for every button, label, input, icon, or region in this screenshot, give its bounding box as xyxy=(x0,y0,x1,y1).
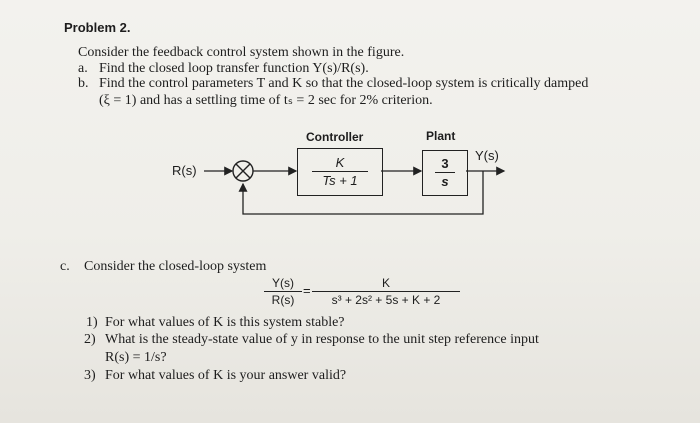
controller-denominator: Ts + 1 xyxy=(322,173,358,188)
tf-lhs-denominator: R(s) xyxy=(271,293,295,307)
question-2-label: 2) xyxy=(84,332,96,347)
part-a-label: a. xyxy=(78,61,88,76)
part-c-label: c. xyxy=(60,259,70,274)
controller-label: Controller xyxy=(306,130,364,144)
question-3-text: For what values of K is your answer valid? xyxy=(105,368,347,383)
tf-lhs xyxy=(264,276,302,307)
controller-block xyxy=(297,148,383,196)
part-a-text: Find the closed loop transfer function Y(s)/R(s). xyxy=(99,61,369,76)
summing-junction xyxy=(233,161,253,181)
problem-intro: Consider the feedback control system shown in the figure. xyxy=(78,45,405,60)
tf-lhs-numerator: Y(s) xyxy=(272,276,294,290)
tf-rhs-numerator: K xyxy=(381,276,390,290)
plant-denominator: s xyxy=(441,174,449,189)
plant-block xyxy=(422,150,468,196)
plant-numerator: 3 xyxy=(441,156,449,171)
tf-rhs xyxy=(312,276,460,307)
controller-numerator: K xyxy=(335,155,345,170)
tf-equals: = xyxy=(303,283,311,298)
question-2-line1: What is the steady-state value of y in response to the unit step reference input xyxy=(105,332,539,347)
part-b-label: b. xyxy=(78,76,89,91)
plant-transfer-function xyxy=(435,156,455,189)
input-label: R(s) xyxy=(172,163,197,178)
question-3-label: 3) xyxy=(84,368,96,383)
question-1-text: For what values of K is this system stable? xyxy=(105,315,345,330)
problem-title: Problem 2. xyxy=(64,20,131,35)
part-c-intro: Consider the closed-loop system xyxy=(84,259,267,274)
question-2-line2: R(s) = 1/s? xyxy=(105,350,167,365)
plant-label: Plant xyxy=(426,129,456,143)
question-1-label: 1) xyxy=(86,315,98,330)
part-b-line1: Find the control parameters T and K so that the closed-loop system is critically damped xyxy=(99,76,589,91)
controller-transfer-function xyxy=(312,155,368,188)
part-b-line2: (ξ = 1) and has a settling time of tₛ = 2 sec for 2% criterion. xyxy=(99,93,433,108)
output-label: Y(s) xyxy=(475,148,499,163)
tf-rhs-denominator: s³ + 2s² + 5s + K + 2 xyxy=(331,293,441,307)
